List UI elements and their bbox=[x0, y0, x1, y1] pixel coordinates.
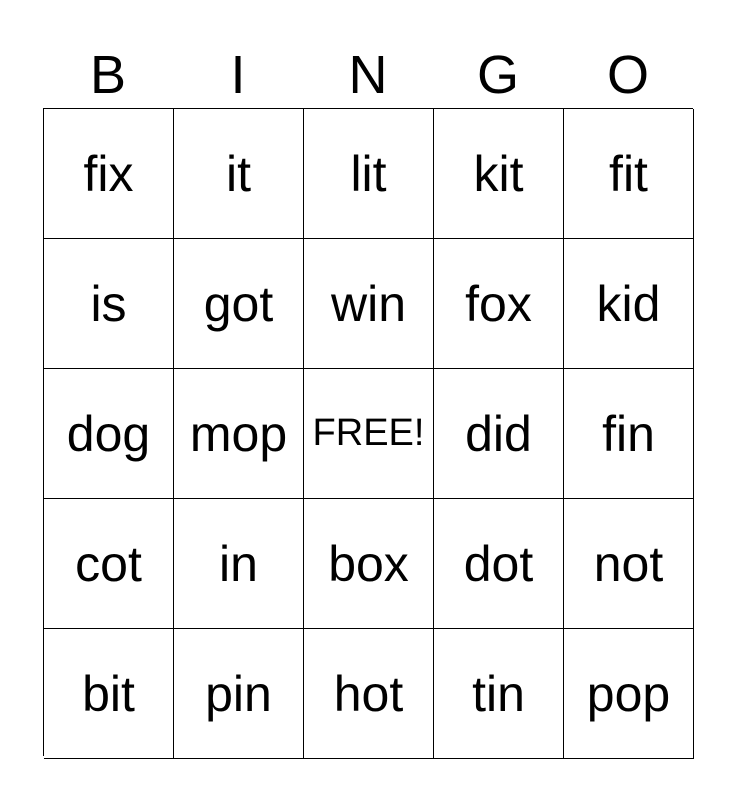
bingo-cell-r4-c2[interactable]: in bbox=[174, 499, 304, 629]
bingo-cell-r1-c5[interactable]: fit bbox=[564, 109, 694, 239]
header-letter-i: I bbox=[230, 45, 246, 105]
bingo-cell-r2-c2[interactable]: got bbox=[174, 239, 304, 369]
bingo-cell-r2-c3[interactable]: win bbox=[304, 239, 434, 369]
bingo-cell-r3-c4[interactable]: did bbox=[434, 369, 564, 499]
bingo-cell-r2-c4[interactable]: fox bbox=[434, 239, 564, 369]
bingo-cell-r4-c1[interactable]: cot bbox=[44, 499, 174, 629]
bingo-cell-r3-c2[interactable]: mop bbox=[174, 369, 304, 499]
bingo-cell-r5-c3[interactable]: hot bbox=[304, 629, 434, 759]
bingo-header bbox=[43, 42, 693, 108]
bingo-cell-r5-c1[interactable]: bit bbox=[44, 629, 174, 759]
bingo-cell-r1-c2[interactable]: it bbox=[174, 109, 304, 239]
bingo-cell-free-space[interactable]: FREE! bbox=[304, 369, 434, 499]
bingo-cell-r4-c5[interactable]: not bbox=[564, 499, 694, 629]
bingo-cell-r5-c5[interactable]: pop bbox=[564, 629, 694, 759]
header-letter-b: B bbox=[89, 45, 127, 105]
header-letter-o: O bbox=[606, 45, 649, 105]
header-letter-n: N bbox=[348, 45, 388, 105]
bingo-cell-r1-c3[interactable]: lit bbox=[304, 109, 434, 239]
header-letter-g: G bbox=[476, 45, 519, 105]
bingo-cell-r4-c4[interactable]: dot bbox=[434, 499, 564, 629]
bingo-cell-r1-c4[interactable]: kit bbox=[434, 109, 564, 239]
bingo-cell-r2-c5[interactable]: kid bbox=[564, 239, 694, 369]
bingo-cell-r4-c3[interactable]: box bbox=[304, 499, 434, 629]
bingo-cell-r3-c1[interactable]: dog bbox=[44, 369, 174, 499]
bingo-cell-r5-c2[interactable]: pin bbox=[174, 629, 304, 759]
bingo-cell-r3-c5[interactable]: fin bbox=[564, 369, 694, 499]
bingo-cell-r2-c1[interactable]: is bbox=[44, 239, 174, 369]
bingo-board bbox=[43, 108, 693, 756]
bingo-cell-r5-c4[interactable]: tin bbox=[434, 629, 564, 759]
bingo-cell-r1-c1[interactable]: fix bbox=[44, 109, 174, 239]
